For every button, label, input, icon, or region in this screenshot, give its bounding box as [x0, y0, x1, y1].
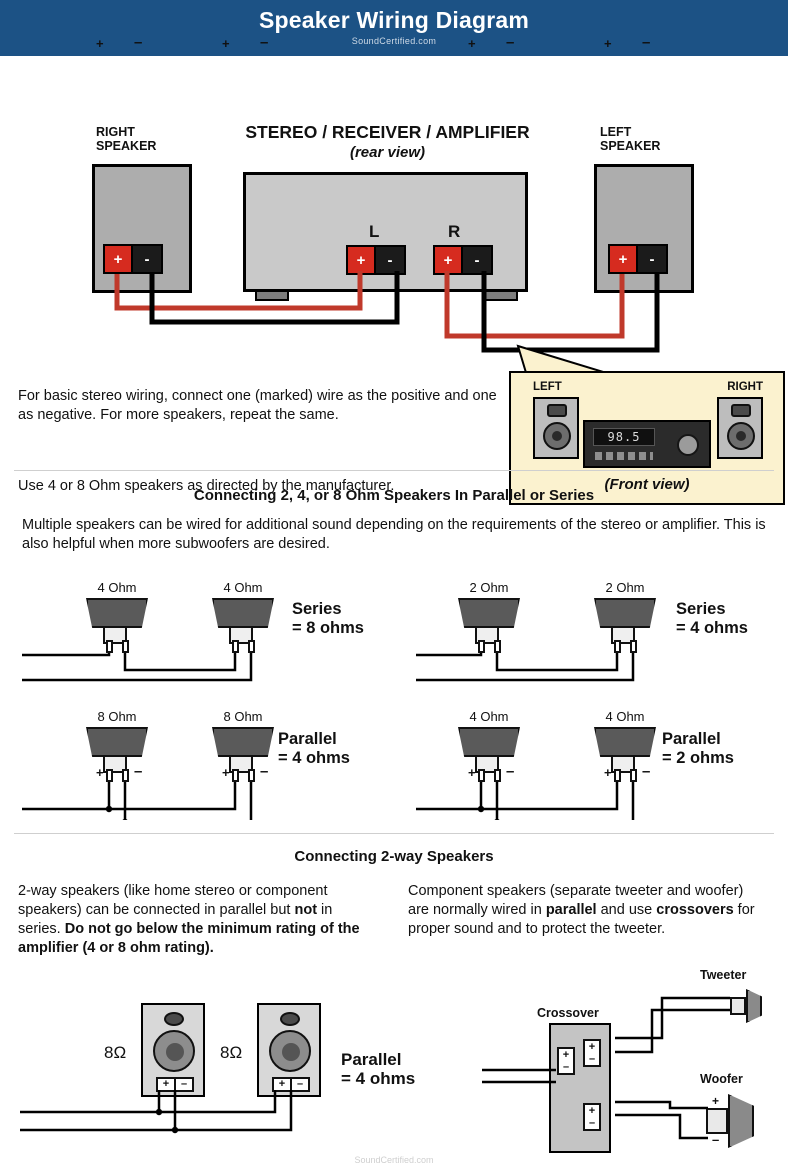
- callout-left-speaker: [533, 397, 579, 459]
- receiver-volume-knob[interactable]: [677, 434, 699, 456]
- section2-intro: Multiple speakers can be wired for additional sound depending on the requirements of the stereo or amplifier. This is also helpful when more subwoofers are desired.: [22, 517, 766, 552]
- twoway-mode-label: Parallel = 4 ohms: [341, 1050, 416, 1088]
- group4-speaker1-ohm: 4 Ohm: [469, 709, 509, 724]
- callout-right-tweeter-icon: [731, 404, 751, 417]
- woofer-label: Woofer: [700, 1072, 743, 1086]
- twoway-speaker-1-tweeter-icon: [164, 1012, 184, 1026]
- stereo-paragraph-2: Use 4 or 8 Ohm speakers as directed by the manufacturer.: [18, 478, 395, 494]
- stereo-wiring-wires: [0, 56, 788, 376]
- woofer-minus: –: [712, 1132, 720, 1147]
- twoway-speaker-1-woofer-icon: [153, 1030, 195, 1072]
- group2-speaker1-ohm: 2 Ohm: [469, 580, 509, 595]
- twoway-speaker-1-minus: –: [180, 1078, 188, 1090]
- tweeter-label: Tweeter: [700, 968, 747, 982]
- page-title: Speaker Wiring Diagram: [258, 7, 530, 33]
- receiver-display: 98.5: [593, 428, 655, 446]
- twoway-speaker-2-ohm: 8Ω: [220, 1043, 243, 1062]
- left-speaker-label: LEFT SPEAKER: [600, 125, 661, 153]
- crossover-input-terminal: + –: [557, 1047, 575, 1075]
- divider-2: [14, 833, 774, 834]
- group1-speaker1-ohm: 4 Ohm: [97, 580, 137, 595]
- group1-speaker2-ohm: 4 Ohm: [223, 580, 263, 595]
- group2-speaker1-plus: +: [468, 36, 476, 51]
- front-view-caption: (Front view): [604, 476, 690, 493]
- stereo-paragraph-1: For basic stereo wiring, connect one (marked) wire as the positive and one as negative. For more speakers, repeat the same.: [18, 388, 497, 423]
- receiver-front-unit: [583, 420, 711, 468]
- group2-speaker2-minus: –: [642, 34, 651, 51]
- twoway-speaker-2-plus: +: [274, 1079, 292, 1090]
- group1-speaker2-plus: +: [222, 36, 230, 51]
- section3-title: Connecting 2-way Speakers: [294, 848, 494, 865]
- header-brand: SoundCertified.com: [351, 36, 437, 46]
- twoway-speaker-1-ohm: 8Ω: [104, 1043, 127, 1062]
- amplifier-title: STEREO / RECEIVER / AMPLIFIER (rear view): [245, 122, 530, 161]
- group4-speaker2-ohm: 4 Ohm: [605, 709, 645, 724]
- crossover-tweeter-output-terminal: + –: [583, 1039, 601, 1067]
- group3-mode-label: Parallel = 4 ohms: [278, 730, 350, 767]
- group3-speaker2-minus: –: [260, 763, 269, 780]
- group4-speaker1-plus: +: [468, 765, 476, 780]
- callout-right-woofer-icon: [727, 422, 755, 450]
- divider-1: [14, 470, 774, 471]
- amp-channel-r-label: R: [448, 222, 461, 241]
- callout-left-label: LEFT: [533, 381, 562, 393]
- group1-speaker1-plus: +: [96, 36, 104, 51]
- section3-right-text: [408, 882, 768, 939]
- crossover-label: Crossover: [537, 1006, 599, 1020]
- group3-speaker2-plus: +: [222, 765, 230, 780]
- group4-mode-label: Parallel = 2 ohms: [662, 730, 734, 767]
- amp-left-negative-terminal: -: [376, 247, 404, 273]
- section3-left-text: [18, 882, 363, 958]
- twoway-wires: [0, 1080, 400, 1160]
- s3-left-p1: 2-way speakers (like home stereo or component speakers) can be connected in parallel but: [18, 883, 328, 918]
- twoway-speaker-2-woofer-icon: [269, 1030, 311, 1072]
- group2-mode-label: Series = 4 ohms: [676, 600, 748, 637]
- group3-speaker1-minus: –: [134, 763, 143, 780]
- group2-speaker1-minus: –: [506, 34, 515, 51]
- receiver-button-row[interactable]: [595, 452, 653, 460]
- group3-speaker2-ohm: 8 Ohm: [223, 709, 263, 724]
- left-speaker-negative-terminal: -: [638, 246, 666, 272]
- s3-right-b2: crossovers: [656, 902, 734, 918]
- callout-right-label: RIGHT: [727, 381, 763, 393]
- stereo-wiring-section: [0, 56, 788, 494]
- s3-left-b2: Do not go below the minimum rating of the amplifier (4 or 8 ohm rating).: [18, 921, 360, 956]
- s3-right-b1: parallel: [545, 902, 597, 918]
- page-header: [0, 0, 788, 56]
- group3-speaker1-ohm: 8 Ohm: [97, 709, 137, 724]
- callout-left-tweeter-icon: [547, 404, 567, 417]
- footer-brand: SoundCertified.com: [354, 1155, 434, 1165]
- right-speaker-label: RIGHT SPEAKER: [96, 125, 157, 153]
- group3-speaker1-plus: +: [96, 765, 104, 780]
- amp-right-positive-terminal: +: [435, 247, 463, 273]
- twoway-speaker-2-tweeter-icon: [280, 1012, 300, 1026]
- woofer-plus: +: [712, 1094, 720, 1108]
- group1-speaker2-minus: –: [260, 34, 269, 51]
- callout-right-speaker: [717, 397, 763, 459]
- s3-left-b1: not: [294, 902, 318, 918]
- group2-speaker2-ohm: 2 Ohm: [605, 580, 645, 595]
- right-speaker-positive-terminal: +: [105, 246, 133, 272]
- group4-speaker2-plus: +: [604, 765, 612, 780]
- amp-channel-l-label: L: [369, 222, 380, 241]
- section2-title: Connecting 2, 4, or 8 Ohm Speakers In Parallel or Series: [193, 487, 595, 504]
- amp-left-positive-terminal: +: [348, 247, 376, 273]
- left-speaker-positive-terminal: +: [610, 246, 638, 272]
- s3-right-p1: Component speakers (separate tweeter and woofer) are normally wired in: [408, 883, 744, 918]
- amp-right-negative-terminal: -: [463, 247, 491, 273]
- group4-speaker2-minus: –: [642, 763, 651, 780]
- group2-speaker2-plus: +: [604, 36, 612, 51]
- group1-mode-label: Series = 8 ohms: [292, 600, 364, 637]
- twoway-speaker-2-minus: –: [296, 1078, 304, 1090]
- twoway-speaker-1-plus: +: [158, 1079, 176, 1090]
- group1-speaker1-minus: –: [134, 34, 143, 51]
- group4-speaker1-minus: –: [506, 763, 515, 780]
- crossover-wires: [440, 960, 788, 1165]
- crossover-woofer-output-terminal: + –: [583, 1103, 601, 1131]
- s3-right-p2: and use: [596, 902, 657, 918]
- right-speaker-negative-terminal: -: [133, 246, 161, 272]
- callout-left-woofer-icon: [543, 422, 571, 450]
- s3-right-p3: for proper sound and to protect the tweeter.: [408, 902, 755, 937]
- s3-left-p2: in series.: [18, 902, 333, 937]
